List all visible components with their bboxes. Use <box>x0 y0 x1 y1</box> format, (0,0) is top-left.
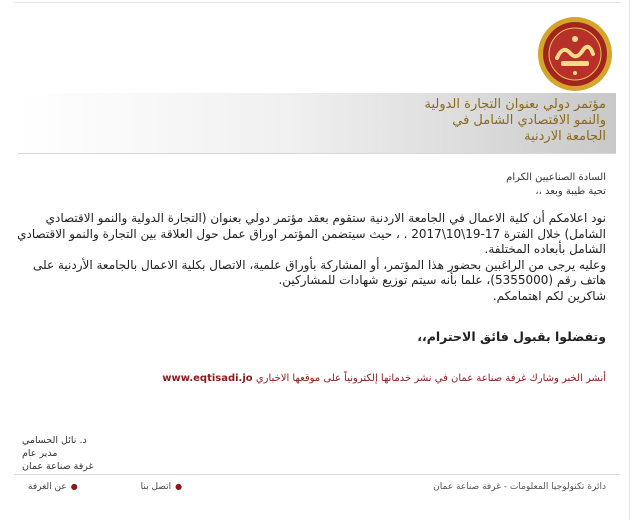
body-paragraph: شاكرين لكم اهتمامكم. <box>492 288 606 303</box>
chamber-of-industry-logo-icon <box>535 14 615 94</box>
footer-divider <box>14 474 620 475</box>
news-site-link[interactable]: www.eqtisadi.jo <box>162 373 253 384</box>
promo-line <box>16 373 606 384</box>
bullet-icon: ● <box>175 482 183 491</box>
title-line: مؤتمر دولي بعنوان التجارة الدولية <box>424 97 606 112</box>
footer-link-label: عن الغرفة <box>28 482 67 492</box>
greeting-salutation: السادة الصناعيين الكرام <box>506 172 606 183</box>
title-line: والنمو الاقتصادي الشامل في <box>452 113 606 128</box>
footer-nav <box>28 482 182 492</box>
body-paragraph: وعليه يرجى من الراغبين بحضور هذا المؤتمر، أو المشاركة بأوراق علمية، الاتصال بكلية الاعمال بالجامعة الأردنية على هاتف رقم (5355000)، علما بأنه سيتم توزيع شهادات للمشاركين. <box>33 257 606 287</box>
body-paragraph: نود اعلامكم أن كلية الاعمال في الجامعة الاردنية ستقوم بعقد مؤتمر دولي بعنوان (التجارة الدولية والنمو الاقتصادي الشامل) خلال الفترة 17-19\10\2017 . ، حيث سيتضمن المؤتمر اوراق عمل حول العلاقة بين التجارة والنمو الاقتصادي الشامل بأبعاده المختلفة. <box>17 211 606 256</box>
signatory-organization: غرفة صناعة عمان <box>22 460 94 475</box>
top-divider <box>14 2 620 3</box>
signature-block <box>22 434 222 475</box>
greeting-opening: تحية طيبة وبعد ،، <box>535 186 606 197</box>
footer-department: دائرة تكنولوجيا المعلومات - غرفة صناعة عمان <box>433 482 606 492</box>
bullet-icon: ● <box>70 482 78 491</box>
signatory-name: د. نائل الحسامي <box>22 435 87 446</box>
promo-text: أنشر الخبر وشارك غرفة صناعة عمان في نشر خدماتها إلكترونياً على موقعها الاخباري <box>255 373 606 384</box>
footer-link-about[interactable] <box>28 482 78 492</box>
closing-regards: وتفضلوا بقبول فائق الاحترام،، <box>417 329 606 344</box>
greeting <box>206 171 606 199</box>
footer-link-contact[interactable] <box>141 482 182 492</box>
title-line: الجامعة الاردنية <box>524 129 606 144</box>
footer <box>18 482 616 496</box>
page-title <box>206 97 606 145</box>
right-border <box>629 0 630 520</box>
signatory-title: مدير عام <box>22 448 58 459</box>
message-body <box>16 211 606 304</box>
footer-link-label: اتصل بنا <box>140 482 172 492</box>
